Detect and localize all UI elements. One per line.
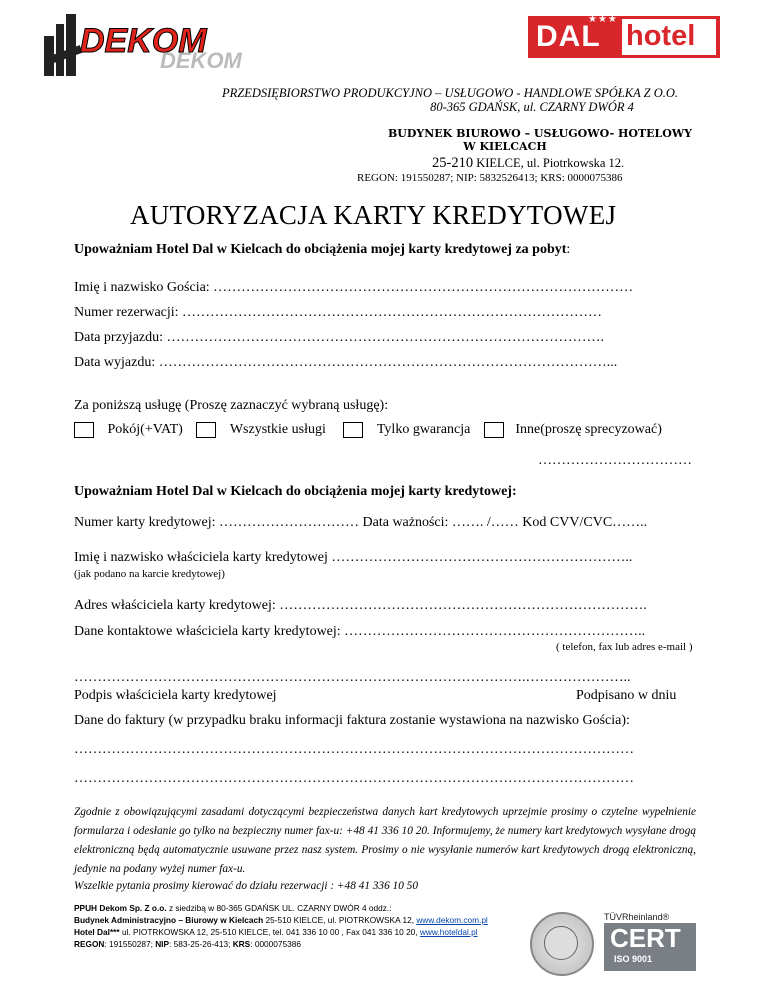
building-city: W KIELCACH — [463, 140, 547, 153]
checkbox-guarantee-only[interactable] — [343, 422, 363, 438]
footer-line-2: Budynek Administracyjno – Biurowy w Kielcach 25-510 KIELCE, ul. PIOTRKOWSKA 12, www.dekom.com.pl — [74, 915, 488, 925]
other-service-field[interactable]: …………………………… — [538, 453, 692, 468]
company-address: 80-365 GDAŃSK, ul. CZARNY DWÓR 4 — [430, 100, 634, 114]
cert-word: CERT — [610, 923, 681, 953]
invoice-line-1[interactable]: ………………………………………………………………………………………………………… — [74, 742, 634, 757]
card-number-expiry-cvv-field[interactable]: Numer karty kredytowej: ………………………… Data ważności: ……. /…… Kod CVV/CVC…….. — [74, 515, 648, 530]
dekom-shadow-text: DEKOM — [160, 48, 242, 73]
questions-contact: Wszelkie pytania prosimy kierować do działu rezerwacji : +48 41 336 10 50 — [74, 880, 418, 892]
card-holder-name-field[interactable]: Imię i nazwisko właściciela karty kredytowej ……………………………………………………….. — [74, 550, 633, 565]
signature-line[interactable]: …………………………………………………………………………………….………………….. — [74, 670, 631, 685]
signed-date-label: Podpisano w dniu — [576, 688, 677, 703]
authorize-stay: Upoważniam Hotel Dal w Kielcach do obciążenia mojej karty kredytowej za pobyt: — [74, 242, 571, 257]
card-holder-address-field[interactable]: Adres właściciela karty kredytowej: ……………………………………………………………………. — [74, 598, 647, 613]
dal-hotel-logo — [528, 16, 720, 58]
company-name: PRZEDSIĘBIORSTWO PRODUKCYJNO – USŁUGOWO - HANDLOWE SPÓŁKA Z O.O. — [221, 86, 678, 100]
dekom-link[interactable]: www.dekom.com.pl — [416, 915, 488, 925]
building-address: 25-210 KIELCE, ul. Piotrkowska 12. — [432, 155, 625, 171]
invoice-prompt: Dane do faktury (w przypadku braku informacji faktura zostanie wystawiona na nazwisko Gościa): — [74, 713, 630, 728]
footer-line-4: REGON: 191550287; NIP: 583-25-26-413; KRS: 0000075386 — [74, 939, 301, 949]
checkbox-all-services[interactable] — [196, 422, 216, 438]
card-holder-contact-field[interactable]: Dane kontaktowe właściciela karty kredytowej: ……………………………………………………….. — [74, 624, 646, 639]
service-prompt: Za poniższą usługę (Proszę zaznaczyć wybraną usługę): — [74, 398, 389, 413]
tuv-label: TÜVRheinland® — [604, 912, 670, 922]
authorize-card: Upoważniam Hotel Dal w Kielcach do obciążenia mojej karty kredytowej: — [74, 484, 517, 499]
guest-name-field[interactable]: Imię i nazwisko Gościa: ……………………………………………………………………………… — [74, 280, 634, 295]
service-options — [74, 422, 662, 438]
hoteldal-link[interactable]: www.hoteldal.pl — [419, 927, 478, 937]
departure-date-field[interactable]: Data wyjazdu: ……………………………………………………………………………………... — [74, 355, 618, 370]
tuv-seal-icon — [530, 912, 594, 976]
footer — [74, 902, 488, 950]
dekom-logo — [40, 6, 242, 84]
hotel-word: hotel — [626, 20, 696, 52]
stars-icon: ★★★ — [588, 14, 618, 25]
card-holder-note: (jak podano na karcie kredytowej) — [74, 568, 225, 580]
signature-label: Podpis właściciela karty kredytowej — [74, 688, 277, 703]
invoice-line-2[interactable]: ………………………………………………………………………………………………………… — [74, 771, 634, 786]
option-all-services-label: Wszystkie usługi — [229, 422, 326, 438]
building-name: BUDYNEK BIUROWO – USŁUGOWO- HOTELOWY — [387, 127, 693, 140]
checkbox-room[interactable] — [74, 422, 94, 438]
contact-note: ( telefon, fax lub adres e-mail ) — [556, 641, 693, 653]
svg-text:DEKOM: DEKOM — [80, 22, 207, 60]
iso-label: ISO 9001 — [614, 954, 653, 964]
security-notice: Zgodnie z obowiązującymi zasadami dotyczącymi bezpieczeństwa danych kart kredytowych uprzejmie prosimy o czytelne wypełnienie formularza i odesłanie go tylko na bezpieczny numer fax-u: +48 41 336 10 20. Informujemy, że numery kart kredytowych wysyłane drogą elektroniczną będą automatycznie usuwane przez nasz system. Prosimy o nie wysyłanie numerów kart kredytowych drogą elektroniczną, jedynie na podany wyżej numer fax-u. — [74, 806, 696, 875]
option-other-label: Inne(proszę sprecyzować) — [515, 422, 662, 438]
footer-line-3: Hotel Dal*** ul. PIOTRKOWSKA 12, 25-510 KIELCE, tel. 041 336 10 00 , Fax 041 336 10 20, www.hoteldal.pl — [74, 927, 478, 937]
option-guarantee-label: Tylko gwarancja — [376, 422, 471, 438]
reservation-number-field[interactable]: Numer rezerwacji: ……………………………………………………………………………… — [74, 305, 603, 320]
tuv-cert-logo — [604, 912, 696, 972]
page-title: AUTORYZACJA KARTY KREDYTOWEJ — [130, 200, 617, 230]
arrival-date-field[interactable]: Data przyjazdu: …………………………………………………………………………………. — [74, 330, 605, 345]
dal-word: DAL — [536, 20, 601, 53]
checkbox-other[interactable] — [484, 422, 504, 438]
footer-line-1: PPUH Dekom Sp. Z o.o. z siedzibą w 80-365 GDAŃSK UL. CZARNY DWÓR 4 oddz.: — [74, 903, 392, 913]
registry-info: REGON: 191550287; NIP: 5832526413; KRS: 0000075386 — [357, 172, 623, 184]
option-room-label: Pokój(+VAT) — [107, 422, 183, 438]
